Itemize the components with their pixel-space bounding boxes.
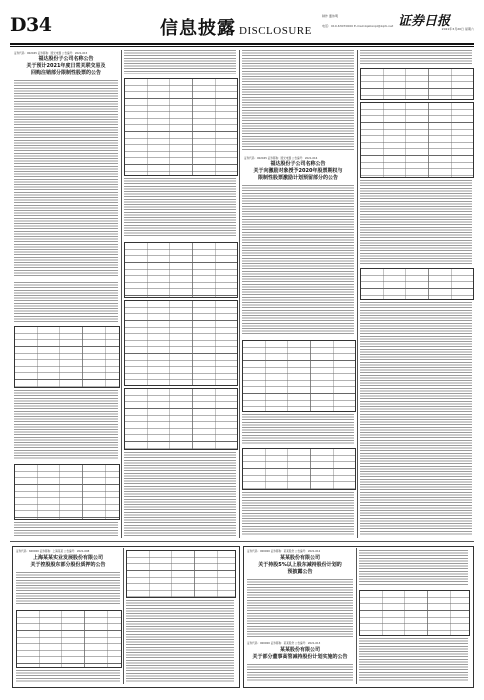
- data-table: [360, 102, 474, 178]
- announcement-title-line: 关于持股5%以上股东减持股份计划的: [258, 562, 342, 568]
- data-table: [360, 68, 474, 100]
- announcement-meta: 证券代码：000000 证券简称：某某股份 公告编号：2021-013: [247, 642, 321, 645]
- announcement-body: [360, 50, 472, 64]
- announcement-body: [242, 492, 354, 536]
- announcement-meta: 证券代码：000000 证券简称：某某股份 公告编号：2021-012: [247, 550, 321, 553]
- data-table: [359, 590, 470, 636]
- announcement-title-line: 关于预计2021年度日常关联交易及: [26, 63, 106, 69]
- announcement-body: [360, 302, 472, 536]
- announcement-body: [16, 670, 120, 682]
- column-divider: [357, 50, 358, 538]
- data-table: [124, 300, 238, 386]
- masthead: [10, 8, 474, 44]
- column-divider: [356, 548, 357, 684]
- announcement-body: [124, 50, 236, 74]
- announcement-meta: 证券代码：002045 证券简称：国光电器 公告编号：2021-016: [244, 157, 318, 160]
- announcement-company: 上海某某实业发展股份有限公司: [32, 555, 103, 561]
- announcement-body: [247, 664, 353, 682]
- announcement-company: 福达股份子公司名称公告: [38, 56, 94, 62]
- announcement-meta: 证券代码：600000 证券简称：上海某某 公告编号：2021-008: [16, 550, 90, 553]
- announcement-title-line: 预披露公告: [287, 569, 313, 575]
- data-table: [360, 268, 474, 300]
- column-divider: [239, 50, 240, 538]
- announcement-body: [242, 185, 354, 335]
- announcement-body: [242, 414, 354, 444]
- announcement-meta: 证券代码：002045 证券简称：国光电器 公告编号：2021-015: [14, 52, 88, 55]
- announcement-company: 福达股份子公司名称公告: [270, 161, 326, 167]
- announcement-company: 某某股份有限公司: [279, 647, 320, 653]
- data-table: [124, 78, 238, 176]
- announcement-body: [14, 390, 118, 460]
- section-title: [160, 14, 312, 40]
- data-table: [124, 242, 238, 298]
- page-number: D34: [10, 14, 52, 36]
- announcement-body: [360, 180, 472, 264]
- announcement-body: [359, 550, 468, 586]
- announcement-body: [124, 452, 236, 536]
- announcement-body: [126, 600, 234, 682]
- announcement-body: [247, 579, 353, 637]
- announcement-title-line: 回购注销部分限制性股票的公告: [30, 70, 101, 76]
- data-table: [14, 464, 120, 520]
- data-table: [16, 610, 122, 668]
- announcement-body: [124, 178, 236, 238]
- column-divider: [123, 548, 124, 684]
- announcement-title-line: 关于控股股东部分股份质押的公告: [30, 562, 106, 568]
- contact-line: 电话：010-63070000 E-mail:zqsbxxpl@zqrb.net: [322, 24, 394, 28]
- data-table: [124, 388, 238, 450]
- section-title-en: DISCLOSURE: [239, 25, 312, 37]
- announcement-body: [14, 282, 118, 322]
- announcement-body: [14, 80, 118, 276]
- announcement-title-line: 关于部分董事高管减持股份计划实施的公告: [252, 654, 348, 660]
- announcement-title-line: 关于向激励对象授予2020年股票期权与: [253, 168, 343, 174]
- data-table: [126, 550, 236, 598]
- data-table: [242, 448, 356, 490]
- announcement-body: [14, 522, 118, 536]
- issue-date: 2021年3月20日 星期六: [441, 27, 474, 31]
- announcement-title-line: 限制性股票激励计划预留部分的公告: [257, 175, 338, 181]
- masthead-rule: [10, 43, 474, 45]
- announcement-body: [16, 572, 120, 606]
- announcement-body: [242, 50, 354, 150]
- data-table: [14, 326, 120, 388]
- column-divider: [121, 50, 122, 538]
- announcement-company: 某某股份有限公司: [279, 555, 320, 561]
- announcement-body: [359, 638, 468, 682]
- section-divider: [10, 541, 474, 542]
- section-title-cn: 信息披露: [160, 18, 236, 39]
- editor-line: 制作 董伟明: [322, 14, 338, 18]
- masthead-rule-thin: [10, 46, 474, 47]
- paper-logo: 证券日报: [397, 14, 450, 29]
- data-table: [242, 340, 356, 412]
